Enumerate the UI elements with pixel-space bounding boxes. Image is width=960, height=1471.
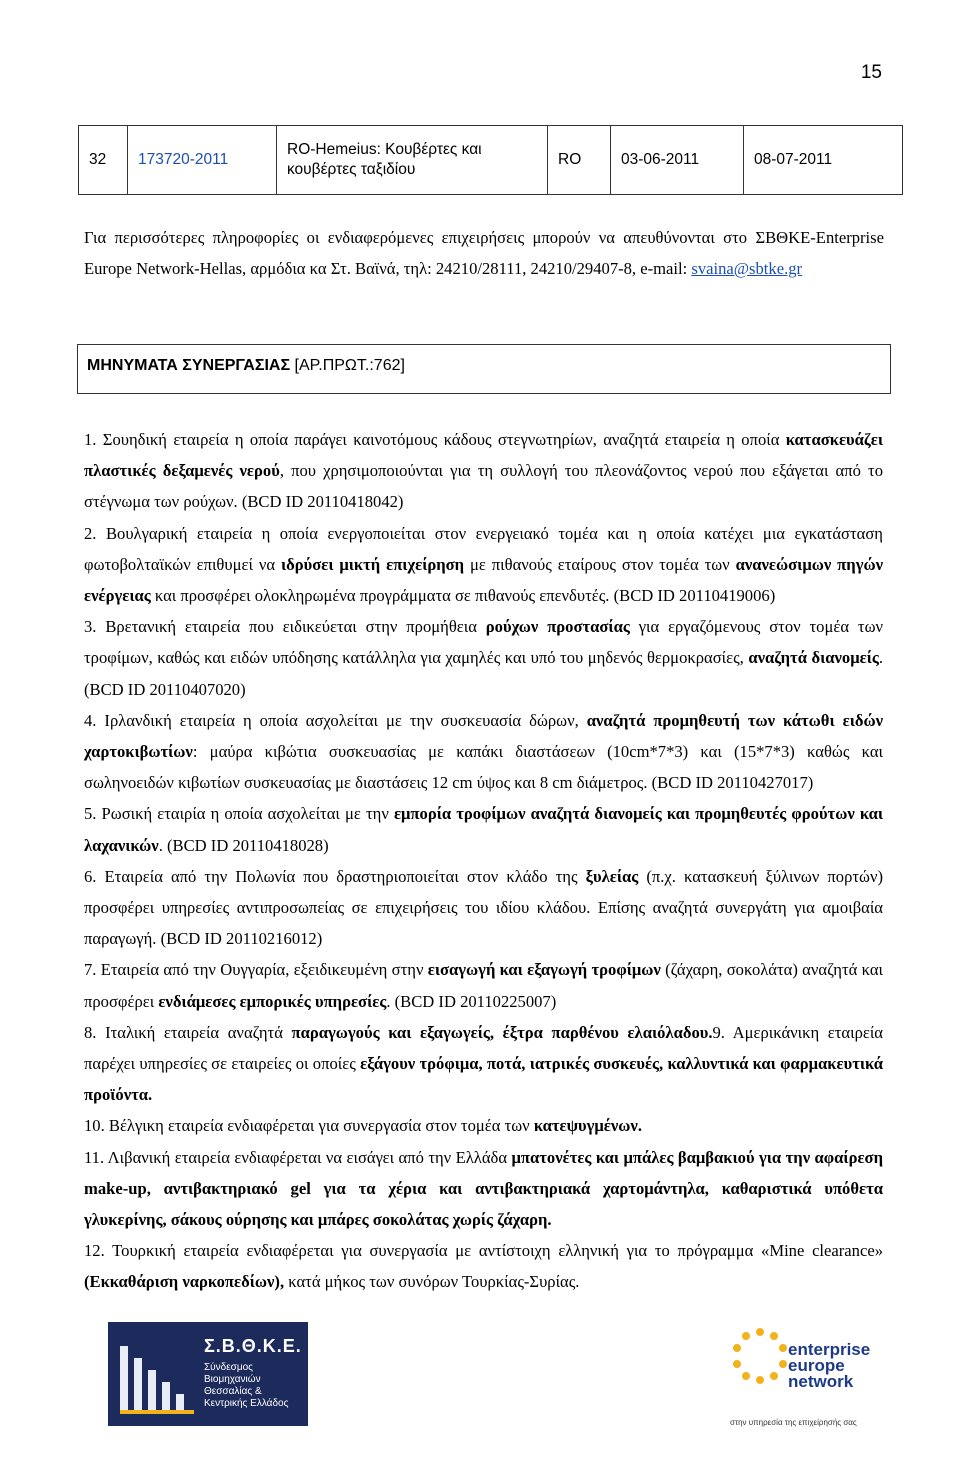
item-bold: ανανεώσιμων πηγών ενέργειας bbox=[84, 554, 883, 606]
list-item bbox=[84, 1142, 883, 1236]
een-logo bbox=[730, 1320, 890, 1430]
star-ring-icon bbox=[730, 1326, 790, 1386]
reference-link[interactable]: 173720-2011 bbox=[128, 126, 277, 195]
item-text: (ζάχαρη, σοκολάτα) αναζητά και προσφέρει bbox=[84, 960, 884, 1011]
item-text: 1. Σουηδική εταιρεία η οποία παράγει καινοτόμους κάδους στεγνωτηρίων, αναζητά εταιρεία η οποία bbox=[84, 430, 786, 449]
list-item bbox=[84, 1110, 883, 1141]
sbtke-logo bbox=[108, 1322, 318, 1427]
item-text: . (BCD ID 20110225007) bbox=[386, 991, 557, 1011]
item-bold: εξάγουν τρόφιμα, ποτά, ιατρικές συσκευές, καλλυντικά και φαρμακευτικά προϊόντα. bbox=[84, 1054, 883, 1105]
item-bold: αναζητά προμηθευτή των κάτωθι ειδών χαρτοκιβωτίων bbox=[84, 710, 883, 762]
row-number: 32 bbox=[79, 126, 128, 195]
contact-paragraph bbox=[84, 222, 884, 284]
item-bold: (Εκκαθάριση ναρκοπεδίων), bbox=[84, 1272, 285, 1292]
item-bold: αναζητά διανομείς bbox=[748, 648, 879, 668]
item-text: 7. Εταιρεία από την Ουγγαρία, εξειδικευμένη στην bbox=[84, 960, 428, 980]
item-text: και προσφέρει ολοκληρωμένα προγράμματα σε πιθανούς επενδυτές. (BCD ID 20110419006) bbox=[150, 586, 776, 606]
item-text: : μαύρα κιβώτια συσκευασίας με καπάκι διαστάσεων (10cm*7*3) και (15*7*3) καθώς και σωληνοειδών κιβωτίων συσκευασίας με διαστάσεις 12 cm ύψος και 8 cm διάμετρος. (BCD ID 20110427017) bbox=[84, 742, 883, 793]
item-text: . (BCD ID 20110418028) bbox=[158, 835, 329, 855]
list-item bbox=[84, 1017, 883, 1111]
een-line-1: enterprise bbox=[788, 1340, 871, 1359]
item-bold: κατασκευάζει πλαστικές δεξαμενές νερού bbox=[84, 430, 883, 481]
title-line-1: RO-Hemeius: Κουβέρτες και bbox=[287, 141, 482, 158]
item-text: 10. Βέλγικη εταιρεία ενδιαφέρεται για συνεργασία στον τομέα των bbox=[84, 1116, 534, 1136]
item-text: κατά μήκος των συνόρων Τουρκίας-Συρίας. bbox=[284, 1272, 580, 1292]
item-bold: κατεψυγμένων. bbox=[533, 1116, 642, 1136]
item-bold: ενδιάμεσες εμπορικές υπηρεσίες bbox=[158, 991, 387, 1011]
item-text: με πιθανούς εταίρους στον τομέα των bbox=[464, 554, 736, 574]
item-text: (π.χ. κατασκευή ξύλινων πορτών) προσφέρει υπηρεσίες αντιπροσωπείας σε επιχειρήσεις του ιδίου κλάδου. Επίσης αναζητά συνεργάτη για αμοιβαία παραγωγή. (BCD ID 20110216012) bbox=[84, 866, 883, 949]
een-line-3: network bbox=[788, 1372, 854, 1391]
een-line-2: europe bbox=[788, 1356, 845, 1375]
cooperation-list bbox=[84, 424, 883, 1298]
section-ref: [ΑΡ.ΠΡΩΤ.:762] bbox=[290, 357, 405, 374]
section-header bbox=[77, 344, 891, 394]
page-number: 15 bbox=[860, 62, 882, 83]
item-bold: εισαγωγή και εξαγωγή τροφίμων bbox=[427, 960, 661, 980]
item-text: 11. Λιβανική εταιρεία ενδιαφέρεται να εισάγει από την Ελλάδα bbox=[84, 1147, 512, 1167]
list-item bbox=[84, 705, 883, 799]
section-title: ΜΗΝΥΜΑΤΑ ΣΥΝΕΡΓΑΣΙΑΣ bbox=[87, 357, 291, 374]
item-bold: παραγωγούς και εξαγωγείς, έξτρα παρθένου ελαιόλαδου. bbox=[291, 1022, 713, 1042]
item-text: , που χρησιμοποιούνται για τη συλλογή του πλεονάζοντος νερού που εξάγεται από το στέγνωμα των ρούχων. (BCD ID 20110418042) bbox=[84, 461, 883, 512]
item-text: 8. Ιταλική εταιρεία αναζητά bbox=[84, 1022, 292, 1042]
een-tagline: στην υπηρεσία της επιχείρησής σας bbox=[730, 1418, 857, 1427]
end-date: 08-07-2011 bbox=[744, 126, 903, 195]
item-text: 4. Ιρλανδική εταιρεία η οποία ασχολείται με την συσκευασία δώρων, bbox=[84, 710, 587, 730]
item-text: 12. Τουρκική εταιρεία ενδιαφέρεται για συνεργασία με αντίστοιχη ελληνική για το πρόγραμμα «Mine clearance» bbox=[84, 1241, 883, 1261]
title-line-2: κουβέρτες ταξιδίου bbox=[287, 161, 416, 178]
item-text: 9. Αμερικάνικη εταιρεία παρέχει υπηρεσίες σε εταιρείες οι οποίες bbox=[84, 1022, 883, 1074]
sbtke-logo-title: Σ.Β.Θ.Κ.Ε. bbox=[204, 1336, 302, 1356]
item-text: 3. Βρετανική εταιρεία που ειδικεύεται στην προμήθεια bbox=[84, 617, 486, 637]
table-row bbox=[79, 126, 903, 195]
list-item bbox=[84, 1235, 883, 1297]
list-item bbox=[84, 611, 883, 705]
item-text: 6. Εταιρεία από την Πολωνία που δραστηριοποιείται στον κλάδο της bbox=[84, 866, 586, 886]
item-bold: ρούχων προστασίας bbox=[485, 617, 630, 637]
start-date: 03-06-2011 bbox=[611, 126, 744, 195]
email-link[interactable]: svaina@sbtke.gr bbox=[691, 259, 803, 278]
factory-icon bbox=[116, 1336, 198, 1416]
item-bold: εμπορία τροφίμων αναζητά διανομείς και προμηθευτές φρούτων και λαχανικών bbox=[84, 804, 883, 855]
listing-title bbox=[277, 126, 548, 195]
list-item bbox=[84, 798, 883, 860]
listing-table bbox=[78, 125, 903, 195]
contact-text: Για περισσότερες πληροφορίες οι ενδιαφερόμενες επιχειρήσεις μπορούν να απευθύνονται στο ΣΒΘΚΕ-Enterprise Europe Network-Hellas, αρμόδια κα Στ. Βαϊνά, τηλ: 24210/28111, 24210/29407-8, e-mail: bbox=[84, 228, 884, 278]
item-text: 2. Βουλγαρική εταιρεία η οποία ενεργοποιείται στον ενεργειακό τομέα και η οποία κατέχει μια εγκατάσταση φωτοβολταϊκών επιθυμεί να bbox=[84, 523, 883, 574]
item-bold: ξυλείας bbox=[585, 866, 639, 886]
item-text: για εργαζόμενους στον τομέα των τροφίμων, καθώς και ειδών υπόδησης κατάλληλα για χαμηλές και υπό του μηδενός θερμοκρασίες, bbox=[84, 617, 884, 668]
item-bold: μπατονέτες και μπάλες βαμβακιού για την αφαίρεση make-up, αντιβακτηριακό gel για τα χέρια και αντιβακτηριακά χαρτομάντηλα, καθαριστικά υπόθετα γλυκερίνης, σάκους ούρησης και μπάρες σοκολάτας χωρίς ζάχαρη. bbox=[84, 1147, 883, 1230]
item-text: 5. Ρωσική εταιρία η οποία ασχολείται με την bbox=[84, 804, 394, 824]
list-item bbox=[84, 424, 883, 518]
een-logo-text bbox=[788, 1342, 870, 1390]
list-item bbox=[84, 861, 883, 955]
item-bold: ιδρύσει μικτή επιχείρηση bbox=[280, 554, 465, 574]
sbtke-logo-subtitle: Σύνδεσμος Βιομηχανιών Θεσσαλίας & Κεντρικής Ελλάδος bbox=[204, 1362, 289, 1409]
country-code: RO bbox=[548, 126, 611, 195]
list-item bbox=[84, 954, 883, 1016]
item-text: . (BCD ID 20110407020) bbox=[84, 648, 883, 699]
list-item bbox=[84, 518, 883, 612]
